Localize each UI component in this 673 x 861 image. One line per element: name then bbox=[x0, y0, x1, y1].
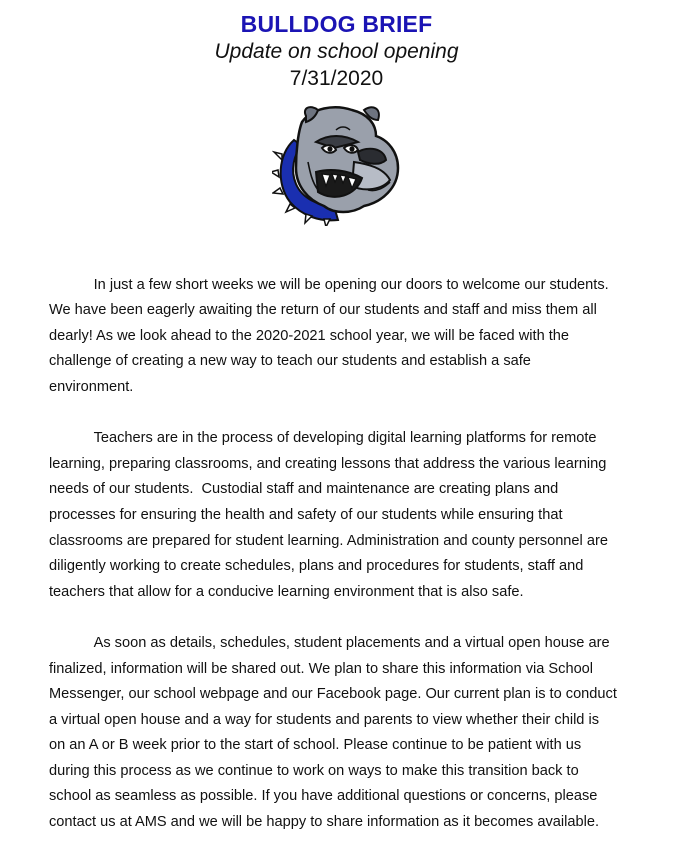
newsletter-subtitle: Update on school opening bbox=[214, 40, 459, 63]
paragraph-3: As soon as details, schedules, student placements and a virtual open house are finalized, information will be shared out. We plan to share this information via School Messenger, our school webpage and our Facebook page. Our current plan is to conduct a virtual open house and a way for students and parents to view whether their child is on an A or B week prior to the start of school. Please continue to be patient with us during this process as we continue to work on ways to make this transition back to school as seamless as possible. If you have additional questions or concerns, please contact us at AMS and we will be happy to share information as it becomes available. bbox=[49, 634, 617, 831]
newsletter-date: 7/31/2020 bbox=[289, 67, 384, 90]
newsletter-header bbox=[0, 10, 673, 92]
newsletter-body bbox=[49, 247, 639, 861]
paragraph-2: Teachers are in the process of developing digital learning platforms for remote learning, preparing classrooms, and creating lessons that address the various learning needs of our students. Custodial staff and maintenance are creating plans and processes for ensuring the health and safety of our students while ensuring that classrooms are prepared for student learning. Administration and county personnel are diligently working to create schedules, plans and procedures for students, staff and teachers that allow for a conducive learning environment that is also safe. bbox=[49, 430, 608, 600]
paragraph-1: In just a few short weeks we will be opening our doors to welcome our students. We have been eagerly awaiting the return of our students and staff and miss them all dearly! As we look ahead to the 2020-2021 school year, we will be faced with the challenge of creating a new way to teach our students and establish a safe environment. bbox=[49, 276, 609, 395]
newsletter-title: BULLDOG BRIEF bbox=[240, 11, 433, 37]
bulldog-mascot-icon bbox=[272, 102, 404, 226]
